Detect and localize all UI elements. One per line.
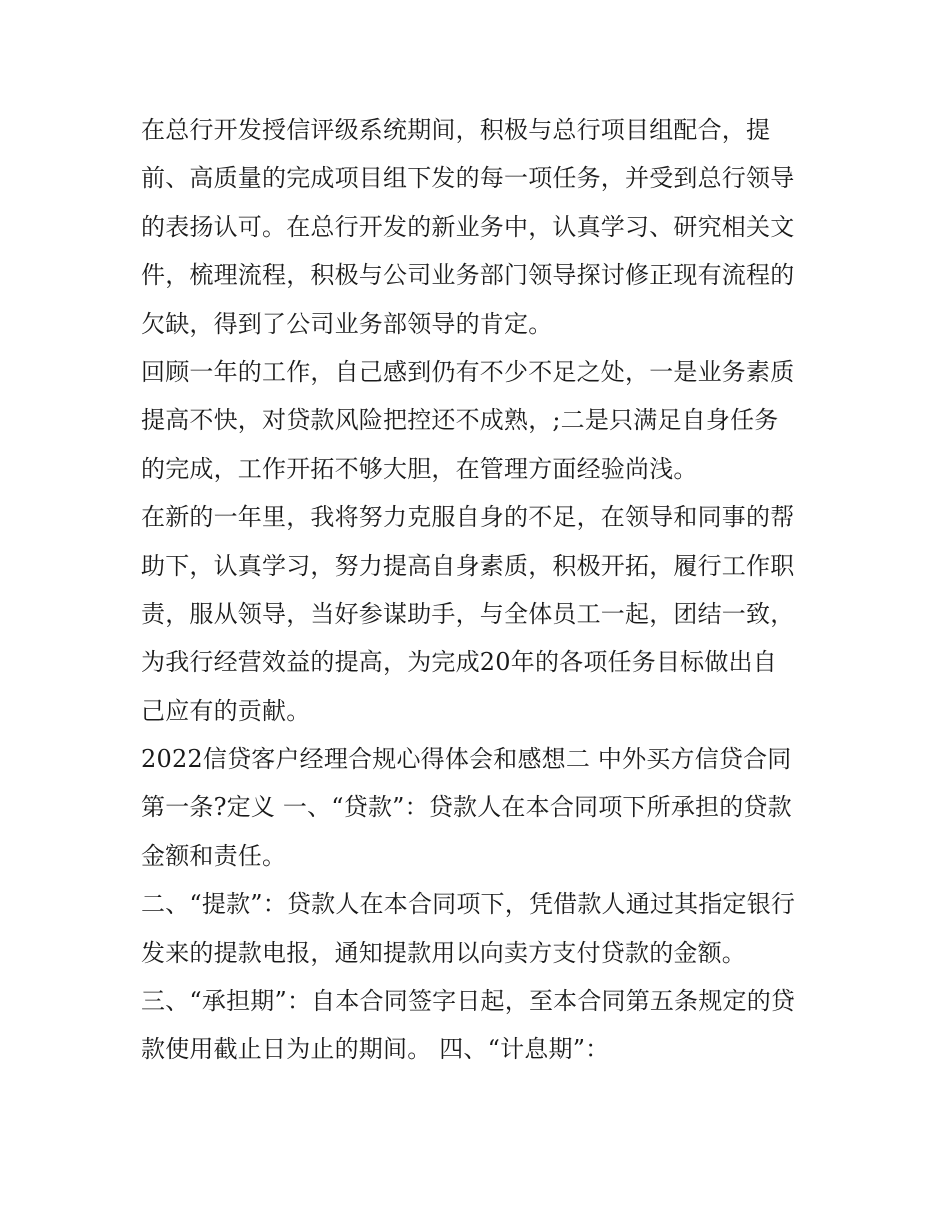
text-line: 前、高质量的完成项目组下发的每一项任务，并受到总行领导 (141, 164, 795, 193)
text-line: 款使用截止日为止的期间。 四、“计息期”： (141, 1035, 610, 1064)
text-line: 欠缺，得到了公司业务部领导的肯定。 (141, 309, 553, 338)
text-line: 助下，认真学习，努力提高自身素质，积极开拓，履行工作职 (141, 551, 795, 580)
text-line: 三、“承担期”：自本合同签字日起，至本合同第五条规定的贷 (141, 987, 796, 1016)
text-line: 在新的一年里，我将努力克服自身的不足，在领导和同事的帮 (141, 503, 795, 532)
text-line: 二、“提款”：贷款人在本合同项下，凭借款人通过其指定银行 (141, 890, 796, 919)
text-line: 件，梳理流程，积极与公司业务部门领导探讨修正现有流程的 (141, 261, 795, 290)
text-line: 发来的提款电报，通知提款用以向卖方支付贷款的金额。 (141, 938, 746, 967)
text-line: 第一条?定义 一、“贷款”：贷款人在本合同项下所承担的贷款 (141, 793, 792, 822)
text-line: 提高不快，对贷款风险把控还不成熟，;二是只满足自身任务 (141, 406, 779, 435)
text-line: 的完成，工作开拓不够大胆，在管理方面经验尚浅。 (141, 454, 698, 483)
text-line: 回顾一年的工作，自己感到仍有不少不足之处，一是业务素质 (141, 357, 795, 386)
text-line: 责，服从领导，当好参谋助手，与全体员工一起，团结一致， (141, 599, 795, 628)
text-line: 2022信贷客户经理合规心得体会和感想二 中外买方信贷合同 (141, 745, 792, 774)
document-body (141, 106, 831, 1074)
text-line: 己应有的贡献。 (141, 696, 311, 725)
text-line: 在总行开发授信评级系统期间，积极与总行项目组配合，提 (141, 116, 771, 144)
text-line: 的表扬认可。在总行开发的新业务中，认真学习、研究相关文 (141, 212, 795, 241)
text-line: 为我行经营效益的提高，为完成20年的各项任务目标做出自 (141, 648, 777, 677)
text-line: 金额和责任。 (141, 841, 287, 870)
